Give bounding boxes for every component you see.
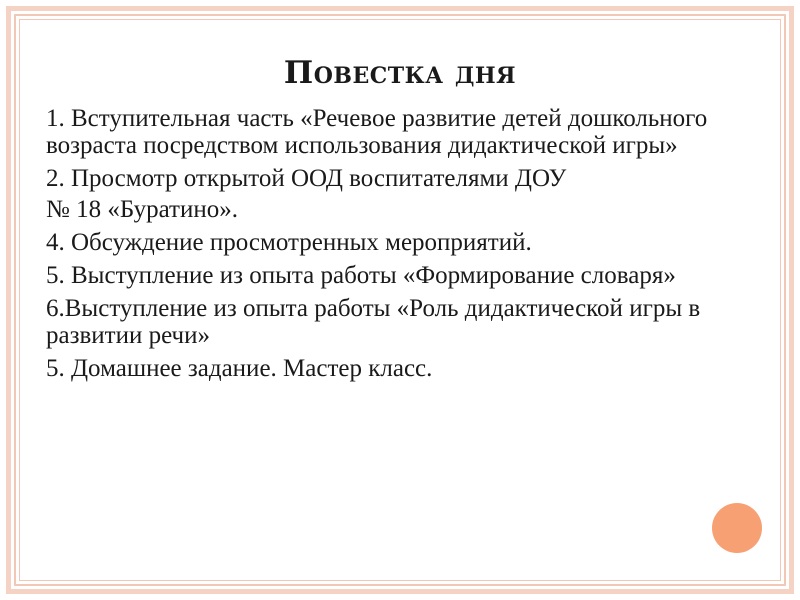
- agenda-item: 6.Выступление из опыта работы «Роль дидактической игры в развитии речи»: [46, 295, 701, 349]
- decorative-circle: [712, 503, 762, 553]
- agenda-item: 5. Выступление из опыта работы «Формирование словаря»: [46, 262, 676, 289]
- agenda-item: № 18 «Буратино».: [46, 196, 238, 223]
- agenda-list: [46, 105, 746, 388]
- agenda-item: 4. Обсуждение просмотренных мероприятий.: [46, 229, 532, 256]
- agenda-item: 5. Домашнее задание. Мастер класс.: [46, 355, 433, 382]
- agenda-item: 2. Просмотр открытой ООД воспитателями ДОУ: [46, 165, 567, 192]
- slide-title: Повестка дня: [283, 55, 517, 91]
- agenda-item: 1. Вступительная часть «Речевое развитие детей дошкольного возраста посредством использования дидактической игры»: [46, 105, 708, 159]
